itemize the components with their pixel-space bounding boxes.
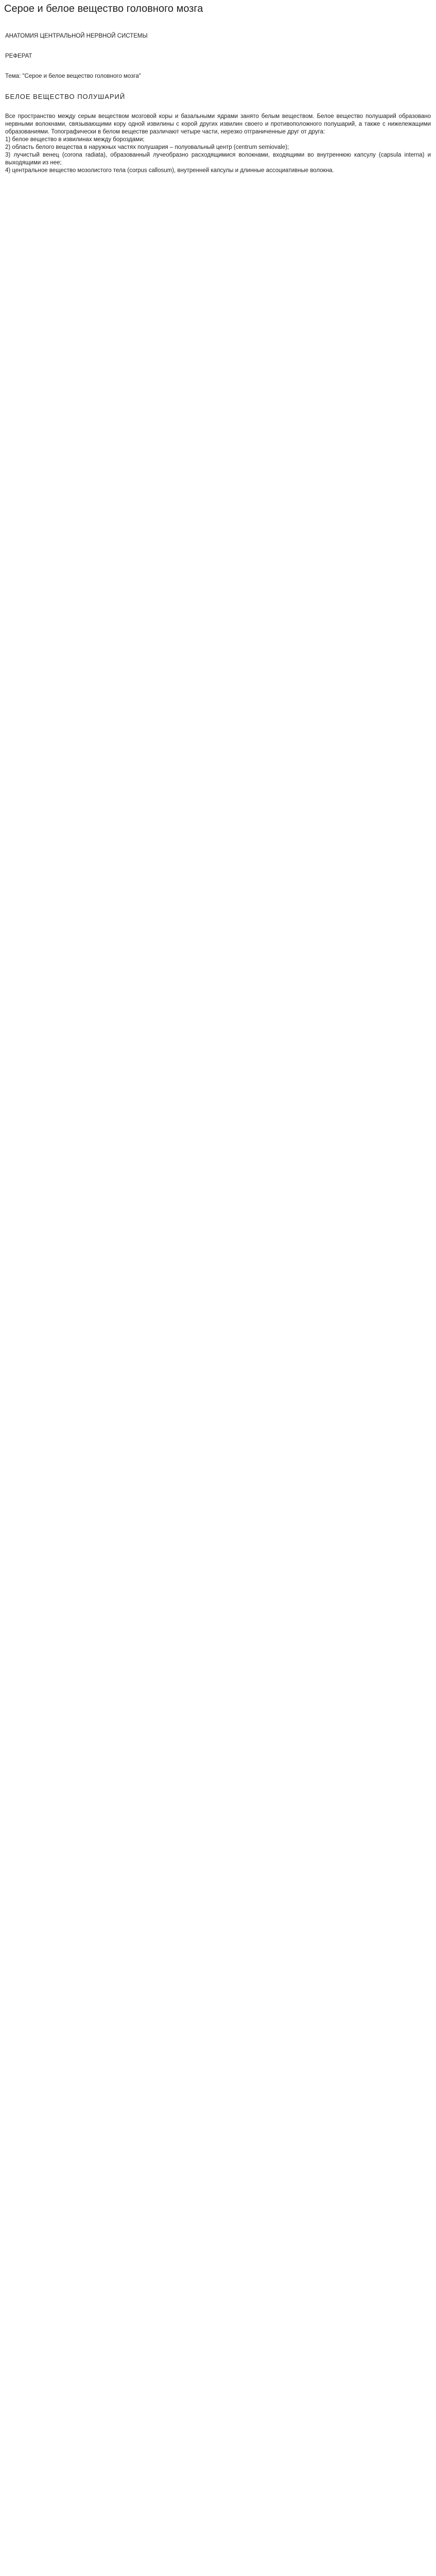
spacer: [0, 80, 436, 93]
spacer: [0, 100, 436, 113]
spacer: [0, 20, 436, 32]
spacer: [0, 40, 436, 53]
list-item: 2) область белого вещества в наружных частях полушария – полуовальный центр (centrum semiovale);: [5, 144, 289, 150]
document-title: Серое и белое вещество головного мозга: [4, 3, 203, 14]
paragraph: Все пространство между серым веществом мозговой коры и базальными ядрами занято белым веществом. Белое вещество полушарий образовано нервными волокнами, связывающими кору одной извилины с корой других извилин своего и противоположного полушарий, а также с нижележащими образованиями. Топографически в белом веществе различают четыре части, нерезко отграниченные друг от друга:: [5, 113, 431, 135]
list-item: 3) лучистый венец (corona radiata), образованный лучеобразно расходящимися волокнами, входящими во внутреннюю капсулу (capsula interna) и выходящими из нее;: [5, 152, 431, 166]
list-item: 4) центральное вещество мозолистого тела (corpus callosum), внутренней капсулы и длинные ассоциативные волокна.: [5, 167, 334, 174]
list-item: 1) белое вещество в извилинах между бороздами;: [5, 137, 145, 143]
document-label: РЕФЕРАТ: [5, 53, 32, 59]
document-topic: Тема: "Серое и белое вещество головного мозга": [5, 73, 141, 79]
spacer: [0, 60, 436, 73]
document-subtitle: АНАТОМИЯ ЦЕНТРАЛЬНОЙ НЕРВНОЙ СИСТЕМЫ: [5, 33, 148, 39]
section-heading-white-matter: БЕЛОЕ ВЕЩЕСТВО ПОЛУШАРИЙ: [5, 93, 126, 100]
